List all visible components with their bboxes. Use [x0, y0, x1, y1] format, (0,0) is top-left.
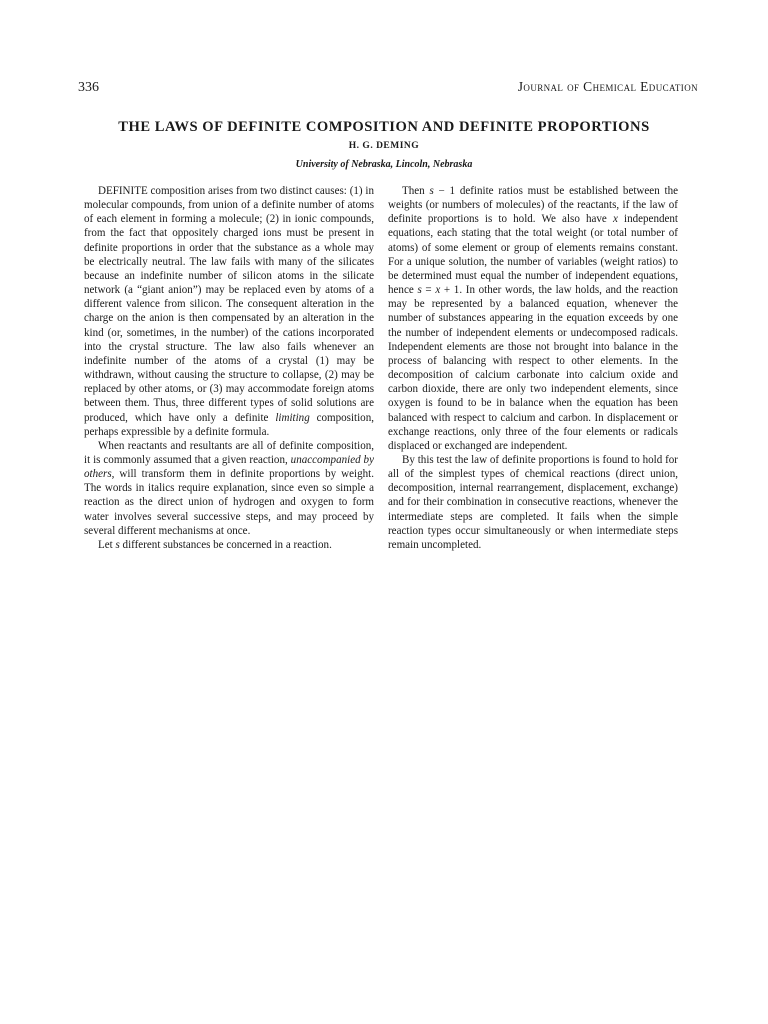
article-title: THE LAWS OF DEFINITE COMPOSITION AND DEFINITE PROPORTIONS — [118, 119, 650, 135]
body-paragraph: By this test the law of definite proportions is found to hold for all of the simplest types of chemical reactions (direct union, decomposition, internal rearrangement, displacement, exchange) and for their combination in consecutive reactions, whenever the intermediate steps are completed. It fails when the simple reaction types occur simultaneously or when intermediate steps remain uncompleted. — [388, 453, 678, 551]
body-paragraph: When reactants and resultants are all of definite composition, it is commonly assumed that a given reaction, unaccompanied by others, will transform them in definite proportions by weight. The words in italics require explanation, since even so simple a reaction as the direct union of hydrogen and oxygen to form water involves several successive steps, and may proceed by several different mechanisms at once. — [84, 439, 374, 537]
body-paragraph: Let s different substances be concerned in a reaction. — [98, 538, 332, 551]
body-paragraph: Then s − 1 definite ratios must be established between the weights (or numbers of molecules) of the reactants, if the law of definite proportions is to hold. We also have x independent equations, each stating that the total weight (or total number of atoms) of some element or group of elements remains constant. For a unique solution, the number of variables (weight ratios) to be determined must equal the number of independent equations, hence s = x + 1. In other words, the law holds, and the reaction may be represented by a balanced equation, whenever the number of substances appearing in the equation exceeds by one the number of independent elements or undecomposed radicals. Independent elements are those not brought into balance in the process of balancing with respect to other elements. In the decomposition of calcium carbonate into calcium oxide and carbon dioxide, there are only two independent elements, since oxygen is found to be in balance when the equation has been balanced with respect to calcium and carbon. In displacement or exchange reactions, only three of the four elements or radicals displaced or exchanged are independent. — [388, 185, 678, 452]
article-author: H. G. DEMING — [348, 141, 420, 151]
running-head — [78, 79, 698, 96]
author-affiliation: University of Nebraska, Lincoln, Nebraska — [295, 159, 473, 170]
right-column — [388, 184, 678, 552]
journal-name: Journal of Chemical Education — [517, 79, 698, 94]
page-number: 336 — [78, 80, 99, 95]
left-column — [84, 184, 374, 552]
body-paragraph: DEFINITE composition arises from two distinct causes: (1) in molecular compounds, from union of a definite number of atoms of each element in forming a molecule; (2) in ionic compounds, from the fact that oppositely charged ions must be present in definite proportions in order that the substance as a whole may be electrically neutral. The law fails with many of the silicates because an indefinite number of silicon atoms in the silicate network (a “giant anion”) may be replaced even by atoms of a different valence from silicon. The consequent alteration in the charge on the anion is then compensated by an alteration in the kind (or, sometimes, in the number) of the cations incorporated into the crystal structure. The law also fails whenever an indefinite number of the atoms of a crystal (1) may be withdrawn, without causing the structure to collapse, (2) may be replaced by other atoms, or (3) may accommodate foreign atoms between them. Thus, three different types of solid solutions are produced, which have only a definite limiting composition, perhaps expressible by a definite formula. — [84, 185, 374, 438]
